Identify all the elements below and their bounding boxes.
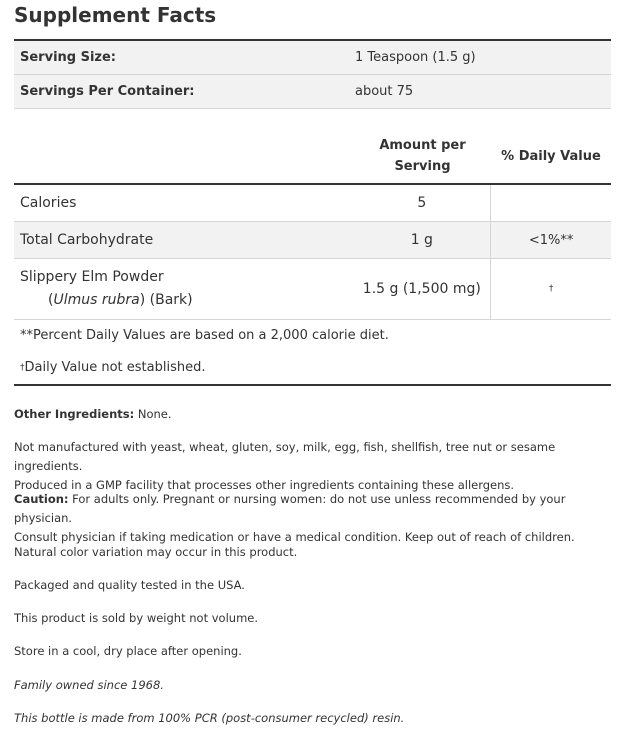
- servings-per-container-value: about 75: [355, 84, 414, 99]
- percent-daily-value-footnote: **Percent Daily Values are based on a 2,000 calorie diet.: [20, 328, 389, 343]
- servings-per-container-label: Servings Per Container:: [20, 84, 195, 99]
- nutrient-dv: †: [490, 259, 611, 319]
- table-row: [14, 222, 611, 259]
- allergen-statement: Not manufactured with yeast, wheat, gluten, soy, milk, egg, fish, shellfish, tree nut or sesame ingredients. Produced in a GMP facility that processes other ingredients containing these allergens.: [14, 440, 556, 492]
- weight-note: This product is sold by weight not volume.: [14, 611, 258, 625]
- amount-per-serving-header: Amount per Serving: [379, 138, 466, 174]
- dagger-footnote: † Daily Value not established.: [14, 351, 611, 386]
- nutrient-name: Calories: [20, 195, 77, 211]
- table-row: [14, 259, 611, 320]
- color-variation-note: Natural color variation may occur in this product.: [14, 545, 298, 559]
- daily-value-header: % Daily Value: [501, 148, 601, 164]
- bottle-note: This bottle is made from 100% PCR (post-consumer recycled) resin.: [14, 711, 405, 725]
- nutrient-dv: <1%**: [490, 222, 611, 258]
- nutrient-name: Slippery Elm Powder (Ulmus rubra) (Bark): [20, 269, 193, 308]
- nutrient-amount: 5: [417, 195, 427, 211]
- serving-size-row: [14, 41, 611, 75]
- nutrient-dv: [490, 185, 611, 221]
- nutrient-amount: 1 g: [410, 232, 433, 248]
- nutrient-table: [14, 129, 611, 386]
- serving-size-value: 1 Teaspoon (1.5 g): [355, 50, 476, 65]
- nutrient-amount: 1.5 g (1,500 mg): [362, 281, 481, 297]
- table-row: [14, 185, 611, 222]
- family-owned-note: Family owned since 1968.: [14, 678, 164, 692]
- serving-size-label: Serving Size:: [20, 50, 117, 65]
- caution-statement: Caution: For adults only. Pregnant or nursing women: do not use unless recommended by your physician. Consult physician if taking medication or have a medical condition. Keep out of reach of children.: [14, 492, 575, 544]
- nutrient-name: Total Carbohydrate: [20, 232, 154, 248]
- packaged-note: Packaged and quality tested in the USA.: [14, 578, 245, 592]
- latin-name: Ulmus rubra: [53, 292, 140, 308]
- other-ingredients: Other Ingredients: None.: [14, 407, 172, 421]
- nutrient-table-header: [14, 129, 611, 185]
- serving-info-table: [14, 39, 611, 109]
- servings-per-container-row: [14, 75, 611, 109]
- page-title: Supplement Facts: [14, 3, 217, 27]
- storage-note: Store in a cool, dry place after opening.: [14, 644, 242, 658]
